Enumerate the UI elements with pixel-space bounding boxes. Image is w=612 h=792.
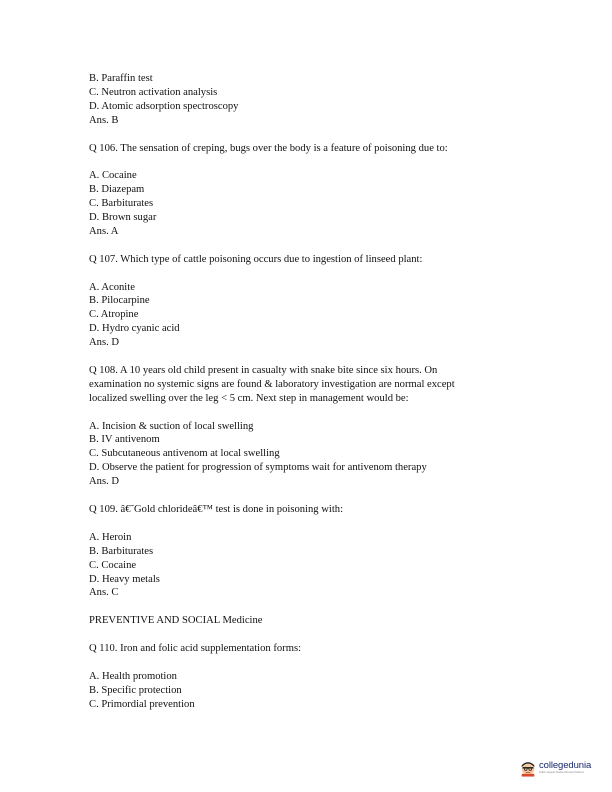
question-text: Q 109. â€˜Gold chlorideâ€™ test is done in poisoning with: (89, 503, 344, 515)
option-d: D. Observe the patient for progression of symptoms wait for antivenom therapy (89, 462, 427, 474)
answer: Ans. A (89, 225, 119, 237)
answer: Ans. C (89, 587, 119, 599)
answer: Ans. D (89, 337, 120, 349)
question-text: Q 106. The sensation of creping, bugs over the body is a feature of poisoning due to: (89, 142, 448, 154)
logo-name: collegedunia (539, 760, 592, 772)
option-d: D. Heavy metals (89, 573, 160, 585)
option-b: B. Paraffin test (89, 73, 153, 84)
option-a: A. Heroin (89, 531, 132, 543)
answer: Ans. D (89, 476, 120, 488)
option-c: C. Primordial prevention (89, 698, 195, 710)
option-b: B. Specific protection (89, 684, 182, 696)
option-b: B. Barbiturates (89, 545, 154, 557)
previous-question-continuation (89, 72, 529, 128)
question-text-line-3: localized swelling over the leg < 5 cm. Next step in management would be: (89, 392, 409, 404)
question-text-line-2: examination no systemic signs are found & laboratory investigation are normal except (89, 378, 455, 390)
option-a: A. Aconite (89, 281, 135, 293)
option-b: B. Pilocarpine (89, 295, 150, 307)
document-page (89, 72, 529, 712)
collegedunia-logo (519, 755, 591, 781)
question-110 (89, 642, 529, 712)
question-text-line-1: Q 108. A 10 years old child present in casualty with snake bite since six hours. On (89, 364, 438, 376)
option-a: A. Health promotion (89, 670, 177, 682)
option-c: C. Subcutaneous antivenom at local swelling (89, 448, 280, 460)
option-d: D. Brown sugar (89, 212, 157, 224)
option-b: B. Diazepam (89, 184, 145, 196)
answer: Ans. B (89, 114, 119, 126)
question-text: Q 110. Iron and folic acid supplementation forms: (89, 643, 302, 654)
question-106 (89, 142, 529, 239)
logo-tagline: India's largest Student Review Platform (539, 770, 585, 774)
option-c: C. Neutron activation analysis (89, 86, 218, 98)
option-c: C. Atropine (89, 309, 139, 321)
collegedunia-mascot-icon (519, 759, 537, 777)
option-a: A. Incision & suction of local swelling (89, 420, 254, 432)
option-a: A. Cocaine (89, 170, 137, 182)
option-d: D. Hydro cyanic acid (89, 323, 180, 335)
question-109 (89, 503, 529, 600)
option-c: C. Cocaine (89, 559, 137, 571)
question-107 (89, 253, 529, 350)
option-c: C. Barbiturates (89, 198, 154, 210)
option-b: B. IV antivenom (89, 434, 160, 446)
question-text: Q 107. Which type of cattle poisoning occurs due to ingestion of linseed plant: (89, 253, 423, 265)
section-heading: PREVENTIVE AND SOCIAL Medicine (89, 615, 263, 627)
option-d: D. Atomic adsorption spectroscopy (89, 100, 239, 112)
question-108 (89, 364, 529, 489)
